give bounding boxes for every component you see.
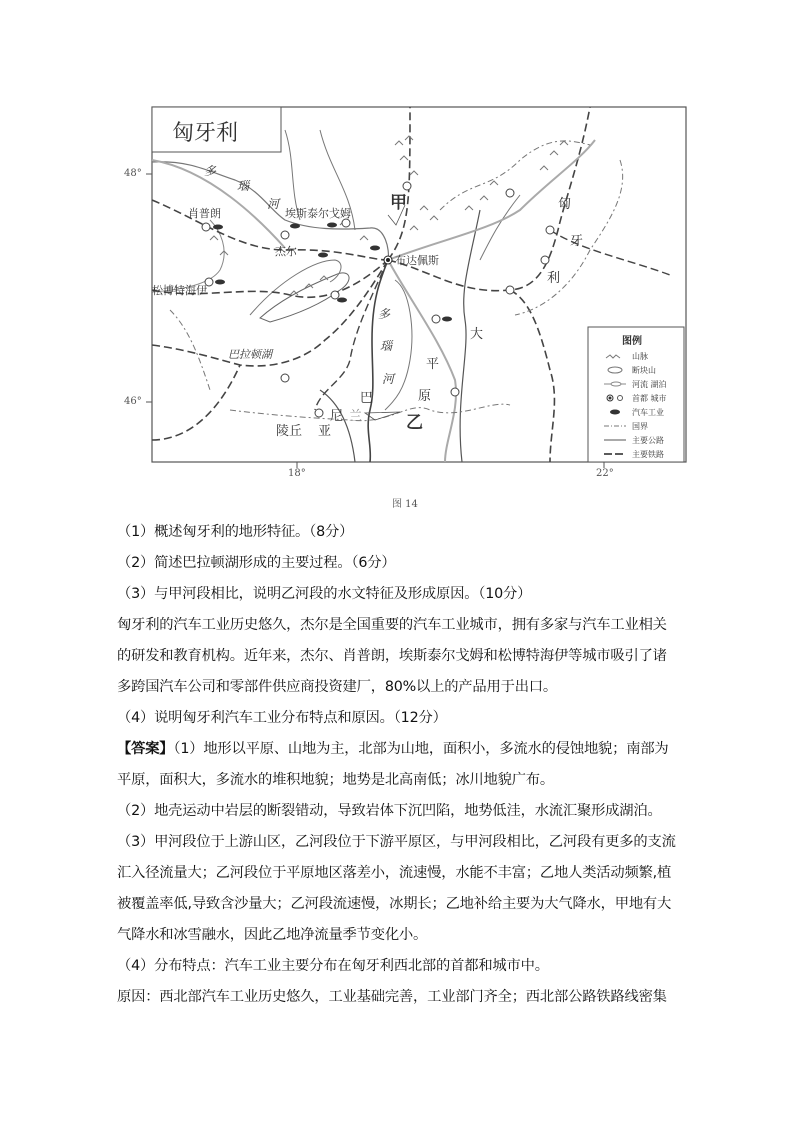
city-jieer <box>281 231 289 239</box>
plain-label-3: 原 <box>418 389 432 404</box>
map-title: 匈牙利 <box>172 121 239 146</box>
country-label-1: 匈 <box>558 197 572 212</box>
pannonia-label-3: 尼 <box>330 409 344 424</box>
question-text <box>117 517 687 1013</box>
question-3: （3）与甲河段相比，说明乙河段的水文特征及形成原因。（10分） <box>117 586 532 602</box>
legend-label-city: 首都 城市 <box>632 394 667 403</box>
pannonia-label-4: 亚 <box>318 424 332 439</box>
city-marker <box>506 286 514 294</box>
city-marker <box>546 226 554 234</box>
plain-label-1: 大 <box>470 327 484 342</box>
city-marker <box>506 189 514 197</box>
question-1: （1）概述匈牙利的地形特征。（8分） <box>117 524 354 540</box>
hungary-map-figure <box>110 100 700 520</box>
answer-line: （3）甲河段位于上游山区，乙河段位于下游平原区，与甲河段相比，乙河段有更多的支流 <box>117 834 676 850</box>
pannonia-label-2: 兰 <box>349 409 363 424</box>
label-jieer: 杰尔 <box>275 245 297 258</box>
city-marker <box>281 374 289 382</box>
figure-caption: 图 14 <box>392 499 418 510</box>
passage-line: 多跨国汽车公司和零部件供应商投资建厂，80%以上的产品用于出口。 <box>117 679 557 695</box>
answer-label: 【答案】 <box>117 741 174 757</box>
city-marker <box>403 182 411 190</box>
legend-label-railway: 主要铁路 <box>632 450 664 459</box>
passage-line: 匈牙利的汽车工业历史悠久，杰尔是全国重要的汽车工业城市，拥有多家与汽车工业相关 <box>117 617 667 633</box>
car-industry-icon <box>610 410 620 415</box>
answer-line-1 <box>117 734 687 765</box>
plain-label-2: 平 <box>426 357 440 372</box>
legend-label-car: 汽车工业 <box>632 408 664 417</box>
map-svg <box>110 100 700 520</box>
danube-label-1: 多 <box>204 164 217 178</box>
city-marker <box>331 291 339 299</box>
answer-line: 汇入径流量大；乙河段位于平原地区落差小，流速慢，水能不丰富；乙地人类活动频繁,植 <box>117 865 672 881</box>
answer-line: （4）分布特点：汽车工业主要分布在匈牙利西北部的首都和城市中。 <box>117 958 549 974</box>
label-aisitai: 埃斯泰尔戈姆 <box>285 207 351 220</box>
danube-label-2: 瑙 <box>237 179 250 193</box>
label-jia: 甲 <box>390 193 407 213</box>
label-xiaopulang: 肖普朗 <box>188 207 221 220</box>
danube-label-6: 河 <box>382 372 395 386</box>
legend-label-mountain: 山脉 <box>632 352 648 361</box>
answer-line: （2）地壳运动中岩层的断裂错动，导致岩体下沉凹陷，地势低洼，水流汇聚形成湖泊。 <box>117 803 662 819</box>
danube-label-5: 瑙 <box>380 339 393 353</box>
answer-line: 平原，面积大，多流水的堆积地貌；地势是北高南低；冰川地貌广布。 <box>117 772 554 788</box>
latitude-46: 46° <box>124 396 142 407</box>
label-yi: 乙 <box>406 413 423 433</box>
country-label-3: 利 <box>547 271 561 286</box>
city-aisitai <box>342 219 350 227</box>
legend-label-border: 国界 <box>632 422 648 431</box>
hills-label: 陵丘 <box>276 424 303 439</box>
longitude-18: 18° <box>288 468 306 479</box>
passage-line: 的研发和教育机构。近年来，杰尔、肖普朗，埃斯泰尔戈姆和松博特海伊等城市吸引了诸 <box>117 648 667 664</box>
danube-label-4: 多 <box>378 307 391 321</box>
pannonia-label-1: 巴 <box>360 391 374 406</box>
legend-title: 图例 <box>622 336 642 347</box>
city-xiaopulang <box>202 223 210 231</box>
city-marker <box>451 388 459 396</box>
question-2: （2）简述巴拉顿湖形成的主要过程。（6分） <box>117 555 396 571</box>
answer-line: 原因：西北部汽车工业历史悠久，工业基础完善，工业部门齐全；西北部公路铁路线密集 <box>117 989 667 1005</box>
capital-dot <box>386 258 390 262</box>
danube-label-3: 河 <box>267 197 280 211</box>
longitude-22: 22° <box>596 468 614 479</box>
legend-label-river: 河流 湖泊 <box>632 380 667 389</box>
answer-text: （1）地形以平原、山地为主，北部为山地，面积小，多流水的侵蚀地貌；南部为 <box>173 741 669 757</box>
city-marker <box>541 256 549 264</box>
question-4: （4）说明匈牙利汽车工业分布特点和原因。（12分） <box>117 710 447 726</box>
legend-label-highway: 主要公路 <box>632 436 664 445</box>
answer-line: 气降水和冰雪融水，因此乙地净流量季节变化小。 <box>117 927 428 943</box>
label-balaton: 巴拉顿湖 <box>228 348 272 361</box>
label-budapest: 布达佩斯 <box>395 254 439 267</box>
label-songbote: 松博特海伊 <box>152 284 207 297</box>
city-marker <box>315 409 323 417</box>
country-label-2: 牙 <box>570 234 584 249</box>
city-marker <box>432 315 440 323</box>
latitude-48: 48° <box>124 168 142 179</box>
answer-line: 被覆盖率低,导致含沙量大；乙河段流速慢，冰期长；乙地补给主要为大气降水，甲地有大 <box>117 896 672 912</box>
legend-label-fault: 断块山 <box>632 366 656 375</box>
